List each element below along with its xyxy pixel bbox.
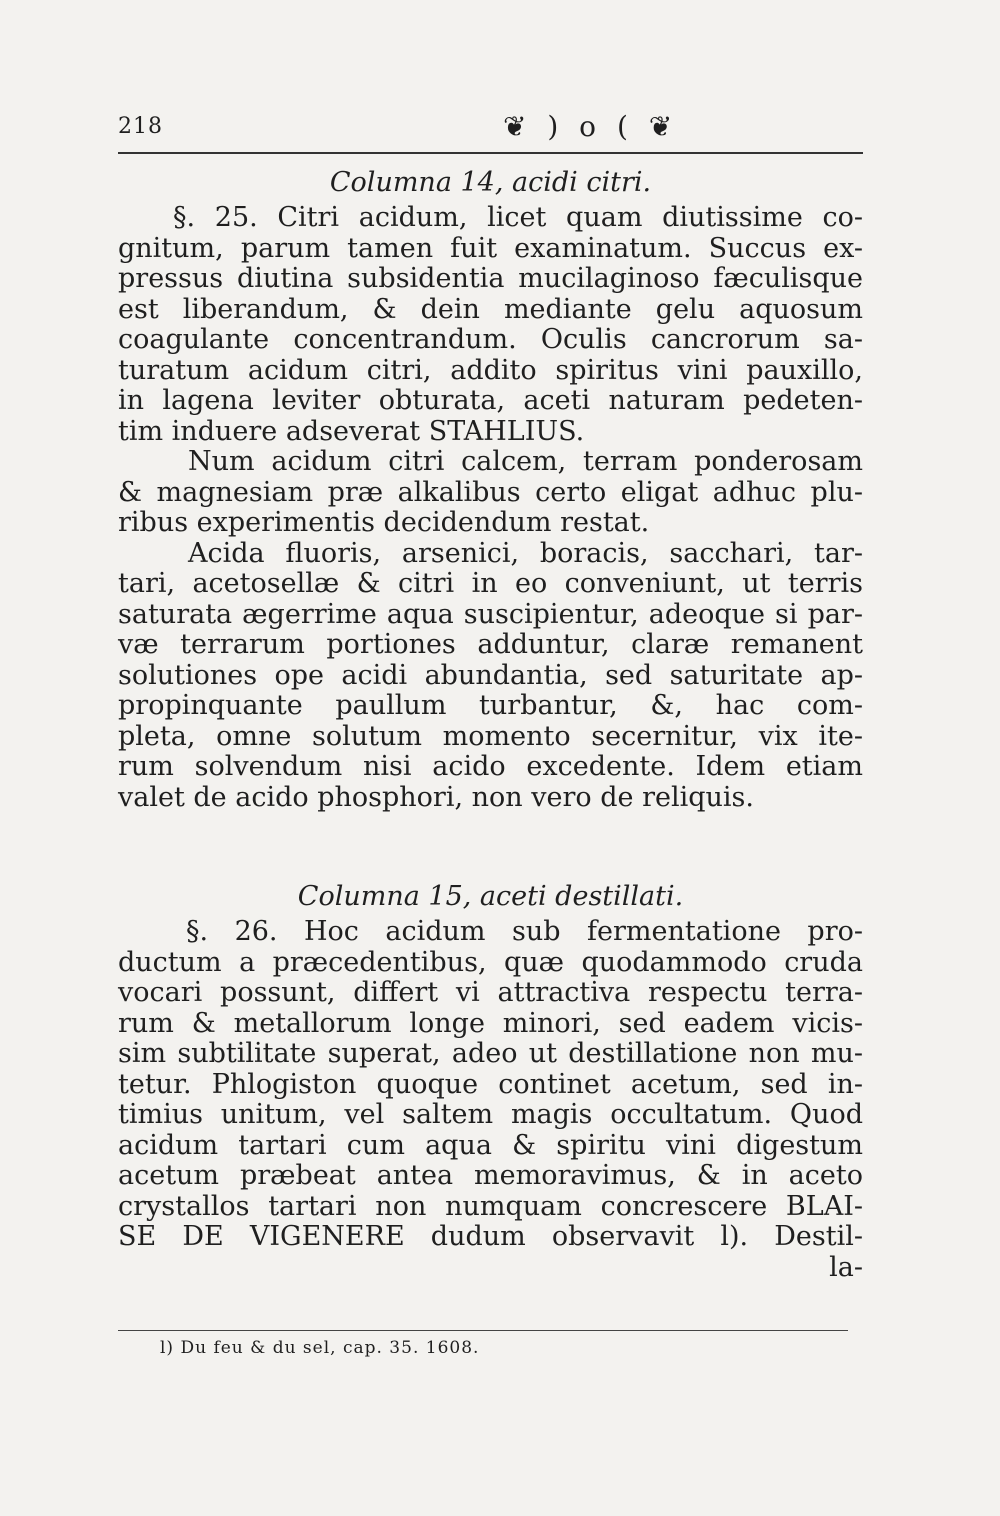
text-line: & magnesiam præ alkalibus certo eligat adhuc plu-: [118, 476, 863, 508]
text-line: saturata ægerrime aqua suscipientur, adeoque si par-: [118, 598, 863, 630]
section-body-columna-14: [118, 203, 863, 813]
header-ornament: ❦ ) o ( ❦: [503, 110, 679, 143]
text-line: timius unitum, vel saltem magis occultatum. Quod: [118, 1099, 863, 1130]
text-line: rum solvendum nisi acido excedente. Idem etiam: [118, 751, 863, 782]
header-rule: [118, 152, 863, 154]
section-body-columna-15: [118, 917, 863, 1283]
section-title-columna-14: Columna 14, acidi citri.: [329, 167, 652, 198]
text-line: rum & metallorum longe minori, sed eadem vicis-: [118, 1007, 863, 1039]
page-number: 218: [118, 114, 163, 139]
text-line: coagulante concentrandum. Oculis cancrorum sa-: [118, 324, 863, 355]
text-line: est liberandum, & dein mediante gelu aquosum: [118, 293, 863, 325]
text-line: acidum tartari cum aqua & spiritu vini digestum: [118, 1129, 863, 1161]
text-line: tetur. Phlogiston quoque continet acetum, sed in-: [118, 1068, 863, 1100]
text-line: Acida fluoris, arsenici, boracis, sacchari, tar-: [188, 537, 863, 569]
text-line: acetum præbeat antea memoravimus, & in aceto: [118, 1160, 863, 1191]
text-line: in lagena leviter obturata, aceti naturam pedeten-: [118, 385, 863, 416]
text-line: tim induere adseverat STAHLIUS.: [118, 415, 585, 447]
text-line: propinquante paullum turbantur, &, hac com-: [118, 690, 863, 721]
text-line: §. 25. Citri acidum, licet quam diutissime co-: [173, 202, 863, 233]
section-title-columna-15: Columna 15, aceti destillati.: [297, 881, 684, 912]
catchword: la-: [829, 1251, 863, 1283]
text-line: ribus experimentis decidendum restat.: [118, 507, 650, 538]
text-line: turatum acidum citri, addito spiritus vini pauxillo,: [118, 354, 863, 386]
text-line: sim subtilitate superat, adeo ut destillatione non mu-: [118, 1038, 863, 1069]
text-line: vocari possunt, differt vi attractiva respectu terra-: [118, 977, 863, 1008]
text-line: crystallos tartari non numquam concrescere BLAI-: [118, 1190, 863, 1222]
page-header: [118, 110, 863, 150]
footnote-rule: [118, 1330, 848, 1331]
text-line: ductum a præcedentibus, quæ quodammodo cruda: [118, 946, 863, 978]
text-line: §. 26. Hoc acidum sub fermentatione pro-: [186, 916, 863, 947]
text-line: tari, acetosellæ & citri in eo conveniunt, ut terris: [118, 568, 863, 599]
text-line: Num acidum citri calcem, terram ponderosam: [188, 446, 863, 477]
text-line: solutiones ope acidi abundantia, sed saturitate ap-: [118, 659, 863, 691]
text-line: pleta, omne solutum momento secernitur, vix ite-: [118, 720, 863, 752]
text-line: pressus diutina subsidentia mucilaginoso fæculisque: [118, 263, 863, 294]
text-line: valet de acido phosphori, non vero de reliquis.: [118, 781, 754, 813]
text-line: SE DE VIGENERE dudum observavit l). Destil-: [118, 1221, 863, 1252]
text-line: gnitum, parum tamen fuit examinatum. Succus ex-: [118, 232, 863, 264]
text-line: væ terrarum portiones adduntur, claræ remanent: [118, 629, 863, 660]
footnote: l) Du feu & du sel, cap. 35. 1608.: [160, 1338, 480, 1358]
